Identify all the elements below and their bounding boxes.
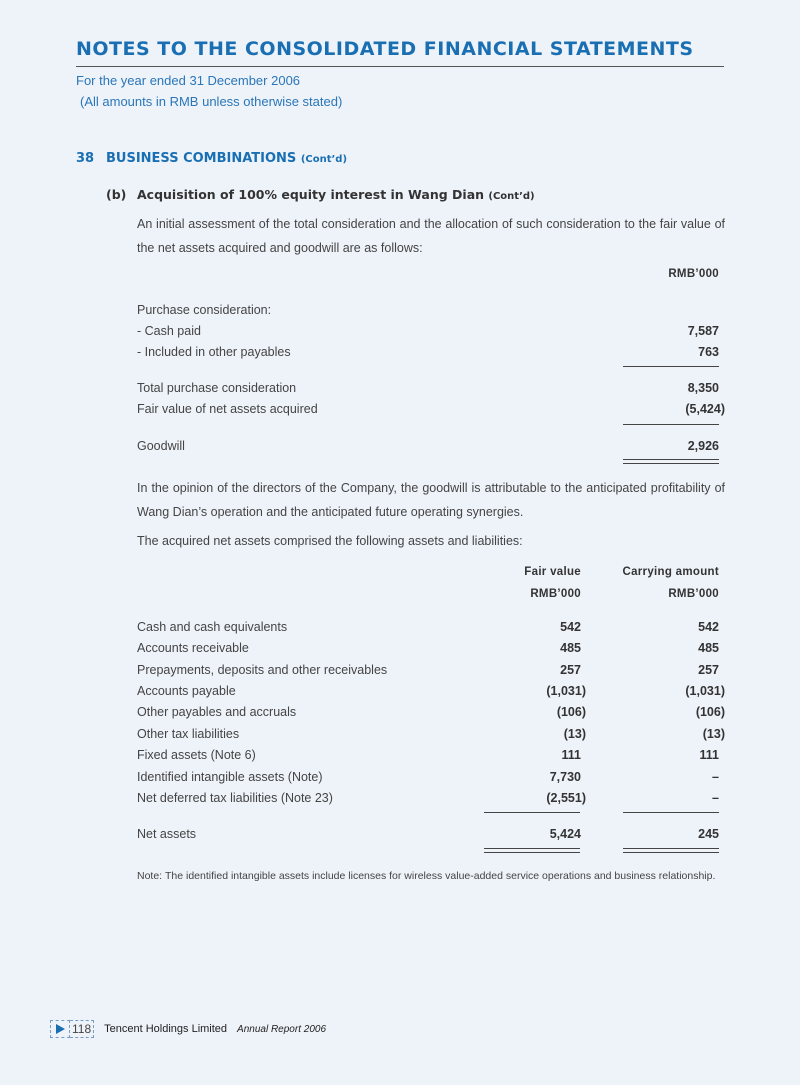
report-name: Annual Report 2006 <box>237 1023 327 1035</box>
page-number: 118 <box>70 1020 94 1038</box>
assets-intro: The acquired net assets comprised the following assets and liabilities: <box>137 534 523 548</box>
company-name: Tencent Holdings Limited <box>104 1023 228 1035</box>
row-label: Accounts payable <box>137 684 236 698</box>
table-row <box>137 324 725 342</box>
row-value: 7,587 <box>687 324 719 338</box>
fair-value: 257 <box>560 663 581 677</box>
currency-subtitle: (All amounts in RMB unless otherwise stated) <box>80 94 343 109</box>
carrying-value: (106) <box>695 705 725 719</box>
table-row <box>137 663 725 681</box>
goodwill-paragraph: In the opinion of the directors of the Company, the goodwill is attributable to the anticipated profitability of Wang Dian’s operation and the anticipated future operating synergies. <box>137 481 725 519</box>
table-row <box>137 727 725 745</box>
subtotal-rule <box>623 812 719 813</box>
table-row <box>137 381 725 399</box>
consideration-heading-row <box>137 303 725 321</box>
subsection-letter: (b) <box>106 187 127 202</box>
period-subtitle: For the year ended 31 December 2006 <box>76 73 301 88</box>
table-row <box>137 770 725 788</box>
carrying-value: 111 <box>699 748 719 762</box>
total-double-rule <box>484 848 580 853</box>
fair-value: 111 <box>561 748 581 762</box>
row-label: Fixed assets (Note 6) <box>137 748 256 762</box>
fair-value: 485 <box>560 641 581 655</box>
col-fair-value: Fair value <box>524 566 581 578</box>
carrying-value: (1,031) <box>685 684 725 698</box>
consideration-unit-row <box>137 268 725 286</box>
subsection-title: Acquisition of 100% equity interest in Wang Dian <box>137 187 485 202</box>
fair-value: (1,031) <box>546 684 586 698</box>
assets-unit-row <box>137 588 725 606</box>
row-value: 2,926 <box>687 439 719 453</box>
row-label: Fair value of net assets acquired <box>137 402 318 416</box>
subtotal-rule <box>623 366 719 367</box>
subsection-heading <box>106 187 535 202</box>
row-label: Prepayments, deposits and other receivables <box>137 663 388 677</box>
title-rule <box>76 66 724 67</box>
page-footer <box>50 1019 326 1039</box>
carrying-value: – <box>712 770 719 784</box>
carrying-value: (13) <box>702 727 725 741</box>
fair-value: (106) <box>556 705 586 719</box>
row-label: Net assets <box>137 827 197 841</box>
row-label: Other tax liabilities <box>137 727 240 741</box>
subtotal-rule <box>623 424 719 425</box>
section-title: BUSINESS COMBINATIONS <box>106 151 297 166</box>
carrying-value: 245 <box>698 827 719 841</box>
table-row <box>137 402 725 420</box>
fair-value: (13) <box>563 727 586 741</box>
carrying-value: – <box>712 791 719 805</box>
fair-value: 7,730 <box>549 770 581 784</box>
subsection-cont: (Cont’d) <box>488 191 535 202</box>
page-title: NOTES TO THE CONSOLIDATED FINANCIAL STATEMENTS <box>76 38 694 60</box>
consideration-unit: RMB’000 <box>668 268 719 280</box>
carrying-value: 542 <box>698 620 719 634</box>
row-label: Total purchase consideration <box>137 381 297 395</box>
table-row <box>137 705 725 723</box>
play-icon <box>50 1020 70 1038</box>
row-label: - Included in other payables <box>137 345 291 359</box>
row-label: Goodwill <box>137 439 185 453</box>
table-row <box>137 620 725 638</box>
table-row <box>137 748 725 766</box>
fair-value: 5,424 <box>549 827 581 841</box>
row-value: 763 <box>698 345 719 359</box>
consideration-heading: Purchase consideration: <box>137 303 272 317</box>
fair-value: 542 <box>560 620 581 634</box>
table-row <box>137 791 725 809</box>
row-label: Accounts receivable <box>137 641 249 655</box>
total-double-rule <box>623 848 719 853</box>
assets-header-row <box>137 566 725 584</box>
row-label: - Cash paid <box>137 324 201 338</box>
total-double-rule <box>623 459 719 464</box>
note-tag: Note: <box>137 870 163 882</box>
col-fair-unit: RMB’000 <box>530 588 581 600</box>
row-value: 8,350 <box>687 381 719 395</box>
note-text: The identified intangible assets include licenses for wireless value-added service operations and business relationship. <box>165 870 716 882</box>
row-label: Cash and cash equivalents <box>137 620 288 634</box>
row-label: Net deferred tax liabilities (Note 23) <box>137 791 333 805</box>
footnote <box>137 866 725 887</box>
section-number: 38 <box>76 151 95 166</box>
col-carrying-unit: RMB’000 <box>668 588 719 600</box>
table-row <box>137 641 725 659</box>
total-row <box>137 827 725 845</box>
carrying-value: 485 <box>698 641 719 655</box>
col-carrying-amount: Carrying amount <box>622 566 719 578</box>
section-cont: (Cont’d) <box>300 154 348 165</box>
section-heading <box>76 151 347 166</box>
table-row <box>137 684 725 702</box>
fair-value: (2,551) <box>546 791 586 805</box>
row-label: Identified intangible assets (Note) <box>137 770 323 784</box>
row-value: (5,424) <box>685 402 725 416</box>
table-row <box>137 345 725 363</box>
intro-paragraph: An initial assessment of the total consideration and the allocation of such consideration to the fair value of the net assets acquired and goodwill are as follows: <box>137 217 725 255</box>
table-row <box>137 439 725 457</box>
carrying-value: 257 <box>698 663 719 677</box>
row-label: Other payables and accruals <box>137 705 297 719</box>
subtotal-rule <box>484 812 580 813</box>
